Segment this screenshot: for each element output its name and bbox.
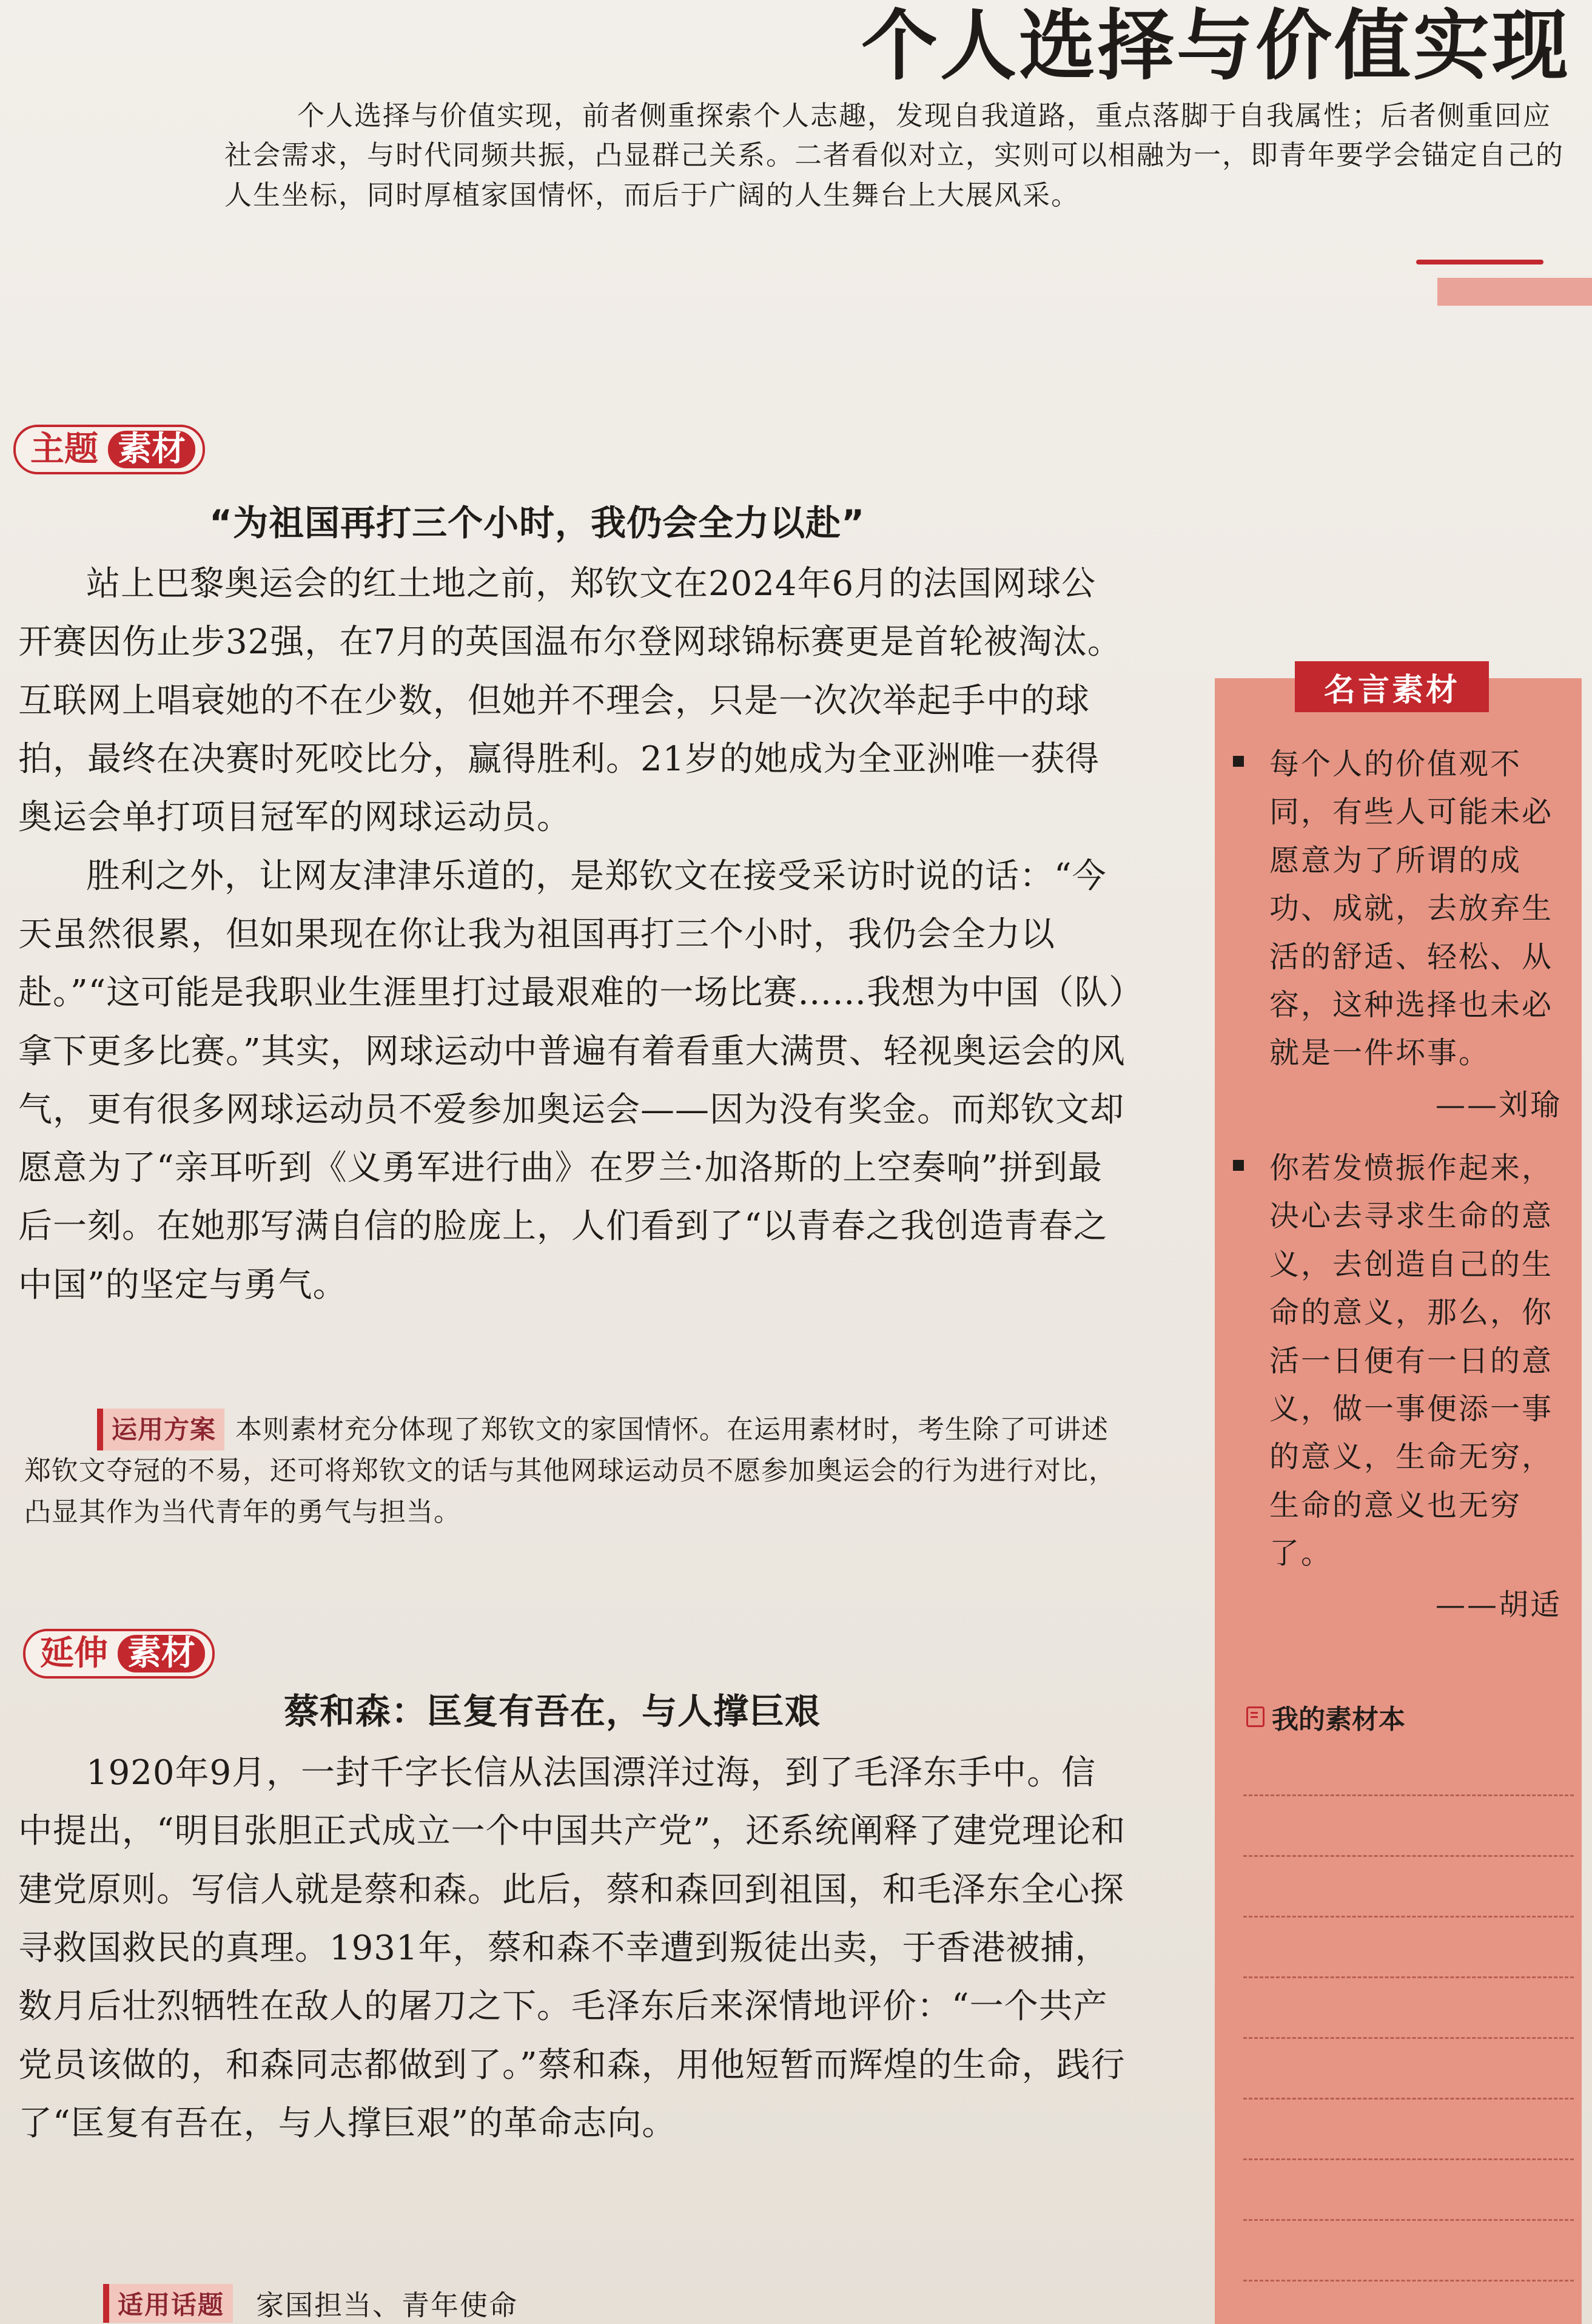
quote-author: ——胡适: [1435, 1588, 1562, 1623]
note-line: [1243, 2098, 1574, 2100]
note-line: [1243, 1855, 1574, 1857]
quote-item: [1234, 740, 1574, 1129]
note-line: [1243, 2037, 1574, 2039]
quote-text: 每个人的价值观不同，有些人可能未必愿意为了所谓的成功、成就，去放弃生活的舒适、轻松、从容，这种选择也未必就是一件坏事。: [1269, 747, 1554, 1071]
badge-label-left: 延伸: [40, 1634, 108, 1673]
note-line: [1243, 2158, 1574, 2160]
quote-item: [1234, 1144, 1574, 1629]
badge-label-right: 素材: [108, 431, 195, 468]
section2-body: [18, 1744, 1128, 2153]
page-title: 个人选择与价值实现: [861, 1, 1571, 90]
notebook-icon: [1246, 1706, 1265, 1727]
section2-title: 蔡和森：匡复有吾在，与人撑巨艰: [284, 1691, 821, 1732]
decorative-red-line: [1416, 260, 1543, 264]
badge-label-left: 主题: [30, 429, 98, 469]
section1-body: [18, 555, 1128, 1315]
notebook-title-text: 我的素材本: [1272, 1704, 1405, 1735]
section-badge-extension: [23, 1629, 215, 1679]
note-line: [1243, 1916, 1574, 1918]
quote-author: ——刘瑜: [1435, 1087, 1562, 1122]
square-bullet-icon: [1233, 756, 1244, 767]
usage-plan-label: 运用方案: [97, 1409, 224, 1450]
badge-label-right: 素材: [118, 1635, 205, 1672]
sidebar-tag: 名言素材: [1295, 661, 1489, 712]
intro-text: 个人选择与价值实现，前者侧重探索个人志趣，发现自我道路，重点落脚于自我属性；后者侧重回应社会需求，与时代同频共振，凸显群己关系。二者看似对立，实则可以相融为一，即青年要学会锚定自己的人生坐标，同时厚植家国情怀，而后于广阔的人生舞台上大展风采。: [224, 99, 1565, 211]
note-line: [1243, 2219, 1574, 2221]
notebook-title: [1246, 1697, 1405, 1736]
usage-plan-text: 本则素材充分体现了郑钦文的家国情怀。在运用素材时，考生除了可讲述郑钦文夺冠的不易，还可将郑钦文的话与其他网球运动员不愿参加奥运会的行为进行对比，凸显其作为当代青年的勇气与担当。: [24, 1414, 1116, 1528]
note-line: [1243, 2280, 1574, 2282]
quote-text: 你若发愤振作起来，决心去寻求生命的意义，去创造自己的生命的意义，那么，你活一日便有一日的意义，做一事便添一事的意义，生命无穷，生命的意义也无穷了。: [1269, 1151, 1554, 1571]
note-line: [1243, 1794, 1574, 1796]
topic-label: 适用话题: [103, 2284, 233, 2323]
section1-paragraph-1: 站上巴黎奥运会的红土地之前，郑钦文在2024年6月的法国网球公开赛因伤止步32强，在7月的英国温布尔登网球锦标赛更是首轮被淘汰。互联网上唱衰她的不在少数，但她并不理会，只是一次次举起手中的球拍，最终在决赛时死咬比分，赢得胜利。21岁的她成为全亚洲唯一获得奥运会单打项目冠军的网球运动员。: [18, 564, 1122, 838]
note-line: [1243, 1976, 1574, 1978]
usage-plan: [24, 1409, 1134, 1534]
section-badge-theme: [13, 425, 205, 474]
decorative-pink-bar: [1437, 278, 1592, 306]
square-bullet-icon: [1233, 1160, 1244, 1171]
topic-row: [103, 2283, 518, 2323]
section1-paragraph-2: 胜利之外，让网友津津乐道的，是郑钦文在接受采访时说的话：“今天虽然很累，但如果现在你让我为祖国再打三个小时，我仍会全力以赴。”“这可能是我职业生涯里打过最艰难的一场比赛……我想为中国（队）拿下更多比赛。”其实，网球运动中普遍有着看重大满贯、轻视奥运会的风气，更有很多网球运动员不爱参加奥运会——因为没有奖金。而郑钦文却愿意为了“亲耳听到《义勇军进行曲》在罗兰·加洛斯的上空奏响”拼到最后一刻。在她那写满自信的脸庞上，人们看到了“以青春之我创造青春之中国”的坚定与勇气。: [18, 856, 1127, 1305]
topic-text: 家国担当、青年使命: [256, 2289, 519, 2322]
section2-paragraph: 1920年9月，一封千字长信从法国漂洋过海，到了毛泽东手中。信中提出，“明目张胆正式成立一个中国共产党”，还系统阐释了建党理论和建党原则。写信人就是蔡和森。此后，蔡和森回到祖国，和毛泽东全心探寻救国救民的真理。1931年，蔡和森不幸遭到叛徒出卖，于香港被捕，数月后壮烈牺牲在敌人的屠刀之下。毛泽东后来深情地评价：“一个共产党员该做的，和森同志都做到了。”蔡和森，用他短暂而辉煌的生命，践行了“匡复有吾在，与人撑巨艰”的革命志向。: [18, 1753, 1126, 2143]
section1-title: “为祖国再打三个小时，我仍会全力以赴”: [209, 502, 865, 544]
